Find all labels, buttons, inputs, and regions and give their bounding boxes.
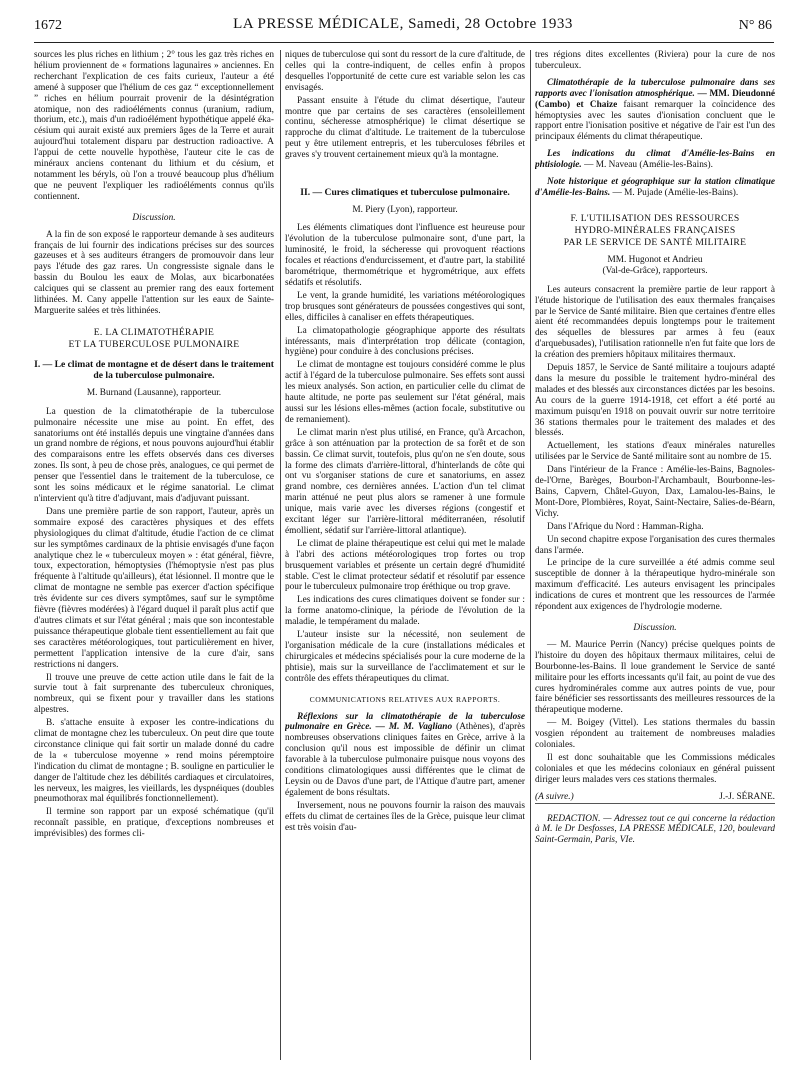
discussion-heading: Discussion. [633, 622, 677, 633]
paragraph: niques de tuberculose qui sont du ressort de la cure d'altitude, de celles qui la contre-indiquent, de celles enfin à propos desquelles l'opportunité de cette cure est variable selon les cas envisagés. [285, 50, 525, 93]
paragraph [535, 78, 775, 143]
paragraph: Il termine son rapport par un exposé schématique (qu'il reconnaît passible, en pratique, d'exceptions nombreuses et imprévisibles) des formes cli- [34, 807, 274, 840]
header-rule [34, 42, 774, 43]
column-divider [280, 50, 281, 1060]
paragraph [535, 149, 775, 171]
section-heading-line: F. L'UTILISATION DES RESSOURCES [570, 212, 740, 224]
communications-heading: COMMUNICATIONS RELATIVES AUX RAPPORTS. [309, 694, 501, 704]
column-2 [285, 50, 525, 1070]
paragraph: Un second chapitre expose l'organisation des cures thermales dans l'armée. [535, 534, 775, 556]
redaction-notice: REDACTION. — Adressez tout ce qui concerne la rédaction à M. le Dr Desfosses, LA PRESSE MÉDICALE, 120, boulevard Saint-Germain, Paris, VIe. [535, 803, 775, 847]
paragraph [285, 712, 525, 799]
paragraph: La question de la climatothérapie de la tuberculose pulmonaire nécessite une mise au point. En effet, des sanatoriums ont été installés depuis une vingtaine d'années dans un grand nombre de régions, et nous pouvons aujourd'hui établir des comparaisons entre les effets observés dans ces diverses zones. Ils sont, à peu de chose près, analogues, ce qui permet de penser que l'essentiel dans le traitement de la tuberculose, ce sont les soins médicaux et le régime sanatorial. Le climat n'intervient qu'à titre d'adjuvant, mais d'adjuvant puissant. [34, 406, 274, 504]
paragraph: Inversement, nous ne pouvons fournir la raison des mauvais effets du climat de certaines îles de la Grèce, puisque leur climat est très voisin d'au- [285, 800, 525, 833]
subsection-heading: II. — Cures climatiques et tuberculose pulmonaire. [300, 187, 510, 199]
paragraph: Les auteurs consacrent la première partie de leur rapport à l'étude historique de l'utilisation des eaux thermales françaises par le Service de Santé militaire. Bien que certaines d'entre elles aient été recommandées depuis longtemps pour le traitement des séquelles de blessures par armes à feu (eaux d'arquebusades), l'utilisation rationnelle n'en fut faite que lors de la création des premiers hôpitaux militaires thermaux. [535, 284, 775, 361]
column-1 [34, 50, 274, 1070]
journal-title: LA PRESSE MÉDICALE, Samedi, 28 Octobre 1933 [233, 16, 573, 32]
paragraph: Dans l'Afrique du Nord : Hamman-Righa. [547, 521, 704, 532]
rapporteur-affiliation: (Val-de-Grâce), rapporteurs. [602, 265, 708, 276]
page-number: 1672 [34, 18, 62, 33]
paragraph: Le climat de montagne est toujours considéré comme le plus actif à l'égard de la tuberculose pulmonaire. Ses effets sont aussi les mieux analysés. Son action, en particulier celle du climat de haute altitude, ne porte pas seulement sur l'état général, mais aussi sur les lésions elles-mêmes (action focale, substitutive ou de remaniement). [285, 360, 525, 425]
paragraph: Les éléments climatiques dont l'influence est heureuse pour l'évolution de la tuberculose pulmonaire sont, d'une part, la luminosité, le froid, la sécheresse qui provoquent réactions focales et réactions d'endurcissement, et d'autre part, la stabilité barométrique, thermométrique et hygrométrique, aux effets sédatifs et résolutifs. [285, 223, 525, 288]
subsection-heading: I. — Le climat de montagne et de désert dans le traitement de la tuberculose pulmonaire. [34, 358, 274, 382]
paragraph: Dans une première partie de son rapport, l'auteur, après un sommaire exposé des caractères physiques et des effets physiologiques du climat d'altitude, étudie l'action de ce climat sur les symptômes cardinaux de la phtisie envisagés d'une façon analytique chez le « tuberculeux moyen » : état général, fièvre, toux, expectoration, hémoptysies (l'hémoptysie n'est pas plus fréquente à l'altitude qu'ailleurs), état lésionnel. Il montre que le climat de montagne ne semble pas exercer d'action spécifique très évidente sur ces divers symptômes, sauf sur le symptôme fièvre (fièvres modérées) à l'égard duquel il paraît plus actif que d'autres climats et sur l'état général ; mais que son incontestable puissance thérapeutique globale tient essentiellement au fait que ses caractères météorologiques, tout particulièrement en hiver, permettent l'application intensive de la cure d'air, sans restrictions ni dangers. [34, 506, 274, 670]
communication-authors: — MM. Dieudonné (Cambo) et Chaize [535, 88, 775, 110]
paragraph: A la fin de son exposé le rapporteur demande à ses auditeurs français de lui fournir des indications précises sur des sources gazeuses et à ses auditeurs étrangers de promouvoir dans leur pays l'étude des gaz rares. Un congressiste signale dans le bassin du Boulou les eaux de Molas, aux bicarbonatées calciques qui se classent au premier rang des eaux fortement lithinées. M. Cany appelle l'attention sur les eaux de Sainte-Marguerite salées et très lithinées. [34, 229, 274, 316]
paragraph: Depuis 1857, le Service de Santé militaire a toujours adapté dans la mesure du possible le traitement hydro-minéral des malades et des blessés aux circonstances dictées par les besoins. Au cours de la guerre 1914-1918, cet effort a été porté au maximum puisqu'en 1918 on pouvait ouvrir sur notre territoire 36 stations thermales pour le traitement des malades et des blessés. [535, 363, 775, 439]
rapporteur [535, 255, 775, 277]
paragraph: Le climat de plaine thérapeutique est celui qui met le malade à l'abri des actions météorologiques trop fortes ou trop brusquement variables et présente un certain degré d'humidité stable. C'est le climat protecteur sédatif et résolutif par essence pour le tuberculeux pulmonaire trop éréthique ou trop grave. [285, 538, 525, 593]
issue-number: N° 86 [738, 18, 772, 33]
to-be-continued: (A suivre.) [535, 791, 574, 802]
author-signature: J.-J. SÉRANE. [719, 791, 775, 802]
paragraph: Dans l'intérieur de la France : Amélie-les-Bains, Bagnoles-de-l'Orne, Barèges, Bourbon-l'Archambault, Bourbonne-les-Bains, Capvern, Châtel-Guyon, Dax, Lamalou-les-Bains, le Mont-Dore, Plombières, Royat, Saint-Nectaire, Salies-de-Béarn, Vichy. [535, 465, 775, 519]
paragraph: Le principe de la cure surveillée a été admis comme seul susceptible de donner à la thérapeutique hydro-minérale son maximum d'efficacité. Les auteurs envisagent les principales indications de cures et montrent que les ressources de l'armée répondent aux exigences de l'hydrologie moderne. [535, 558, 775, 613]
paragraph: Passant ensuite à l'étude du climat désertique, l'auteur montre que par certains de ses caractères (ensoleillement continu, sécheresse atmosphérique) le climat désertique se rapproche du climat d'altitude. Le traitement de la tuberculose peut y être utilement entrepris, et les tuberculoses fébriles et graves s'y trouvent certainement mieux qu'à la montagne. [285, 95, 525, 161]
communication-title: Note historique et géographique sur la station climatique d'Amélie-les-Bains. [535, 177, 775, 198]
rapporteur: M. Piery (Lyon), rapporteur. [352, 204, 458, 215]
paragraph: sources les plus riches en lithium ; 2° tous les gaz très riches en hélium proviennent de « formations lagunaires » anciennes. En recherchant l'explication de ces faits curieux, l'auteur a été amené à supposer que l'hélium de ces gaz “ exceptionnellement ” riches en hélium pourrait provenir de la désintégration atomique, non des radioéléments connus (uranium, radium, thorium, etc.), mais d'un radioélément hypothétique appelé éka-césium qui aurait existé aux premiers âges de la Terre et aurait aujourd'hui totalement disparu par destruction radioactive. A l'appui de cette nouvelle hypothèse, l'auteur cite le cas de minéraux anciens contenant du lithium et du césium, et notamment les béryls, où l'on a trouvé beaucoup plus d'hélium que ne peuvent l'expliquer les radioéléments connus qu'ils contiennent. [34, 50, 274, 202]
section-heading [34, 327, 274, 351]
communication-body: — M. Pujade (Amélie-les-Bains). [610, 187, 739, 198]
communication-body: (Athènes), d'après nombreuses observations cliniques faites en Grèce, arrive à la conclusion qu'il nous est impossible de définir un climat favorable à la tuberculose pulmonaire puisque nous voyons des conditions climatologiques aussi différentes que le climat de Leysin ou de Davos d'une part, de l'Attique d'autre part, amener également de bons résultats. [285, 722, 525, 798]
section-heading-line: ET LA TUBERCULOSE PULMONAIRE [68, 338, 240, 350]
section-heading [535, 213, 775, 249]
communication-title: Réflexions sur la climatothérapie de la tuberculose pulmonaire en Grèce. — M. M. Vagliano [285, 711, 525, 733]
section-heading-line: E. LA CLIMATOTHÉRAPIE [93, 326, 215, 338]
communication-body: faisant remarquer la coïncidence des hémoptysies avec les sautes d'ionisation concluent que le rapport entre l'ionisation positive et négative de l'air est l'un des principaux éléments du climat thérapeutique. [535, 99, 775, 143]
paragraph: Le climat marin n'est plus utilisé, en France, qu'à Arcachon, grâce à son atténuation par la protection de sa forêt et de son bassin. Ce climat survit, toutefois, plus qu'on ne s'en doute, sous la forme des climats d'arrière-littoral, d'hinterlands de côte qui ont vu s'organiser stations de cure et sanatoriums, en assez grand nombre, ces dernières années. L'action d'un tel climat marin atténué ne peut plus alors se ramener à une formule unique, mais varie avec les diverses régions (congestif et excitant léger sur l'arrière-littoral méditerranéen, résolutif émollient, sédatif sur l'arrière-littoral atlantique). [285, 427, 525, 536]
paragraph [535, 177, 775, 199]
communication-title: Les indications du climat d'Amélie-les-Bains en phtisiologie. [535, 149, 775, 171]
signature-line [535, 792, 775, 803]
paragraph: — M. Boigey (Vittel). Les stations thermales du bassin vosgien répondent au traitement de nombreuses maladies coloniales. [535, 718, 775, 751]
paragraph: Les indications des cures climatiques doivent se fonder sur : la forme anatomo-clinique, la période de l'évolution de la maladie, le tempérament du malade. [285, 595, 525, 628]
rapporteur: M. Burnand (Lausanne), rapporteur. [86, 387, 222, 398]
column-3 [535, 50, 775, 1070]
paragraph: Il est donc souhaitable que les Commissions médicales coloniales et que les médecins coloniaux en général puissent diriger leurs malades vers ces stations thermales. [535, 752, 775, 785]
paragraph: tres régions dites excellentes (Riviera) pour la cure de nos tuberculeux. [535, 50, 775, 71]
paragraph: Le vent, la grande humidité, les variations météorologiques trop brusques sont générateurs de poussées congestives qui sont, elles, difficiles à canaliser en effets thérapeutiques. [285, 290, 525, 323]
section-heading-line: HYDRO-MINÉRALES FRANÇAISES [574, 224, 736, 236]
paragraph: L'auteur insiste sur la nécessité, non seulement de l'organisation médicale de la cure (installations médicales et chirurgicales et médecins spécialisés pour la cure moderne de la phtisie), mais sur la surveillance de l'acclimatement et sur le contrôle des effets thérapeutiques du climat. [285, 630, 525, 684]
paragraph: B. s'attache ensuite à exposer les contre-indications du climat de montagne chez les tuberculeux. On peut dire que toute circonstance clinique qui fait sortir un malade donné du cadre de la « tuberculose moyenne » rend moins péremptoire l'indication du climat de montagne ; B. souligne en particulier le danger de l'altitude chez les débilités cardiaques et circulatoires, les nerveux, les maigres, les vieillards, les dyspnéiques (doubles pneumothorax mal équilibrés fonctionnellement). [34, 718, 274, 805]
discussion-heading: Discussion. [132, 212, 176, 223]
communication-body: — M. Naveau (Amélie-les-Bains). [581, 160, 713, 171]
rapporteur-names: MM. Hugonot et Andrieu [607, 254, 703, 265]
paragraph: Actuellement, les stations d'eaux minérales naturelles utilisées par le Service de Santé militaire sont au nombre de 15. [535, 441, 775, 463]
paragraph: — M. Maurice Perrin (Nancy) précise quelques points de l'histoire du doyen des hôpitaux thermaux militaires, celui de Bourbonne-les-Bains. Il loue grandement le Service de santé militaire pour les efforts incessants qu'il fait, au point de vue des cures hydrominérales comme aux autres points de vue, pour faire bénéficier ses ressortissants des meilleures ressources de la thérapeutique moderne. [535, 639, 775, 716]
communication-title: Climatothérapie de la tuberculose pulmonaire dans ses rapports avec l'ionisation atmosphérique. [535, 77, 775, 99]
paragraph: La climatopathologie géographique apporte des résultats intéressants, mais d'interprétation trop délicate (contagion, hygiène) pour conduire à des conclusions précises. [285, 325, 525, 358]
page-header [34, 16, 772, 40]
section-heading-line: PAR LE SERVICE DE SANTÉ MILITAIRE [563, 236, 747, 248]
paragraph: Il trouve une preuve de cette action utile dans le fait de la survie tout à fait surprenante des tuberculeux chroniques, nombreux, qui se fixent pour y travailler dans les stations alpestres. [34, 672, 274, 716]
column-divider [530, 50, 531, 1060]
